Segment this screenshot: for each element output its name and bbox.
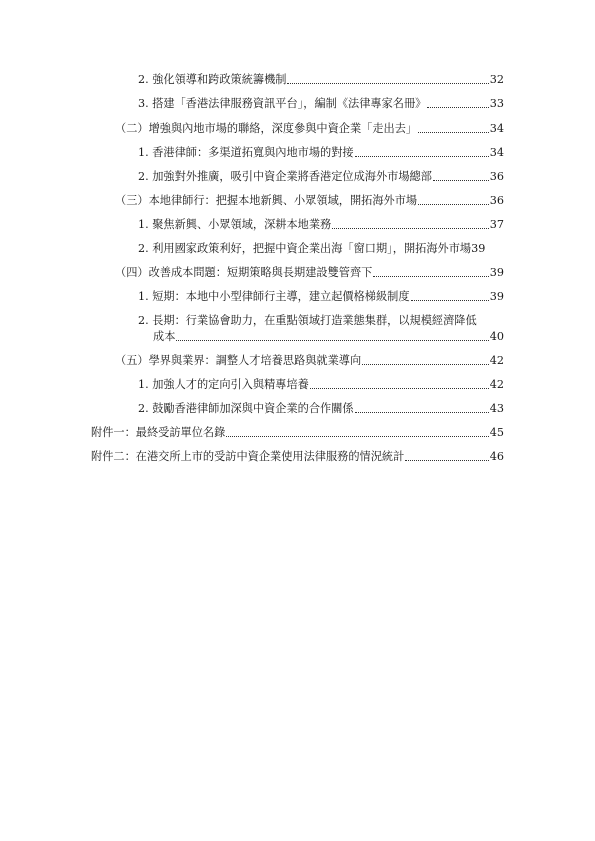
toc-leader-dots xyxy=(405,459,488,461)
toc-entry[interactable] xyxy=(115,194,504,208)
toc-entry[interactable] xyxy=(138,218,504,232)
toc-leader-dots xyxy=(433,179,489,181)
toc-entry-title: 1. 聚焦新興、小眾領域，深耕本地業務 xyxy=(138,218,332,231)
toc-entry-title: 附件二：在港交所上市的受訪中資企業使用法律服務的情況統計 xyxy=(91,450,405,463)
toc-page-number: 36 xyxy=(489,194,504,207)
toc-page-number: 42 xyxy=(489,354,504,367)
toc-entry[interactable] xyxy=(138,402,504,416)
toc-page-number: 32 xyxy=(489,73,504,86)
toc-entry[interactable] xyxy=(138,378,504,392)
toc-page-number: 36 xyxy=(489,170,504,183)
toc-entry[interactable] xyxy=(138,290,504,304)
toc-page-number: 45 xyxy=(489,426,504,439)
toc-entry[interactable] xyxy=(138,73,504,87)
toc-page-number: 34 xyxy=(489,146,504,159)
toc-entry-title: 附件一：最終受訪單位名錄 xyxy=(91,426,226,439)
toc-entry[interactable] xyxy=(115,122,504,136)
toc-leader-dots xyxy=(362,363,489,365)
toc-entry-title: 1. 短期：本地中小型律師行主導，建立起價格梯級制度 xyxy=(138,290,410,303)
toc-leader-dots xyxy=(310,387,489,389)
toc-leader-dots xyxy=(373,275,488,277)
toc-leader-dots xyxy=(355,411,489,413)
toc-entry-title: 2. 加強對外推廣，吸引中資企業將香港定位成海外市場總部 xyxy=(138,170,432,183)
toc-leader-dots xyxy=(226,435,488,437)
toc-entry-title: （二）增強與內地市場的聯絡，深度參與中資企業「走出去」 xyxy=(115,122,418,135)
toc-entry-title-line2: 成本 xyxy=(153,330,176,343)
toc-leader-dots xyxy=(418,131,489,133)
toc-entry[interactable] xyxy=(138,242,504,256)
toc-entry[interactable] xyxy=(138,170,504,184)
toc-leader-dots xyxy=(427,106,488,108)
toc-entry[interactable] xyxy=(138,146,504,160)
toc-entry-title: 2. 鼓勵香港律師加深與中資企業的合作關係 xyxy=(138,402,354,415)
toc-page-number: 39 xyxy=(471,242,486,255)
toc-entry-title: 3. 搭建「香港法律服務資訊平台」，編制《法律專家名冊》 xyxy=(138,97,427,110)
toc-page-number: 39 xyxy=(489,266,504,279)
toc-page-number: 42 xyxy=(489,378,504,391)
toc-leader-dots xyxy=(355,155,489,157)
toc-entry-title: （三）本地律師行：把握本地新興、小眾領域，開拓海外市場 xyxy=(115,194,418,207)
toc-entry-title: 2. 強化領導和跨政策統籌機制 xyxy=(138,73,287,86)
toc-leader-dots xyxy=(287,82,488,84)
toc-entry-title: 1. 加強人才的定向引入與精專培養 xyxy=(138,378,309,391)
toc-leader-dots xyxy=(332,227,489,229)
toc-entry-title: 1. 香港律師：多渠道拓寬與內地市場的對接 xyxy=(138,146,354,159)
toc-entry-title: 2. 利用國家政策利好，把握中資企業出海「窗口期」，開拓海外市場 xyxy=(138,242,472,255)
toc-page-number: 34 xyxy=(489,122,504,135)
toc-page-number: 43 xyxy=(489,402,504,415)
toc-entry-title: （五）學界與業界：調整人才培養思路與就業導向 xyxy=(115,354,362,367)
toc-page-number: 46 xyxy=(489,450,504,463)
toc-entry[interactable] xyxy=(91,426,504,440)
toc-page-number: 37 xyxy=(489,218,504,231)
toc-page-number: 39 xyxy=(489,290,504,303)
toc-entry-continuation xyxy=(153,330,504,344)
toc-entry[interactable] xyxy=(115,266,504,280)
toc-leader-dots xyxy=(176,339,488,341)
toc-leader-dots xyxy=(411,299,489,301)
toc-leader-dots xyxy=(418,203,489,205)
toc-entry-title-line1: 2. 長期：行業協會助力，在重點領域打造業態集群，以規模經濟降低 xyxy=(138,314,477,327)
toc-entry[interactable] xyxy=(91,450,504,464)
toc-entry-title: （四）改善成本問題：短期策略與長期建設雙管齊下 xyxy=(115,266,373,279)
toc-page-number: 40 xyxy=(489,330,504,343)
toc-entry[interactable] xyxy=(115,354,504,368)
toc-entry[interactable] xyxy=(138,97,504,111)
toc-page-number: 33 xyxy=(489,97,504,110)
